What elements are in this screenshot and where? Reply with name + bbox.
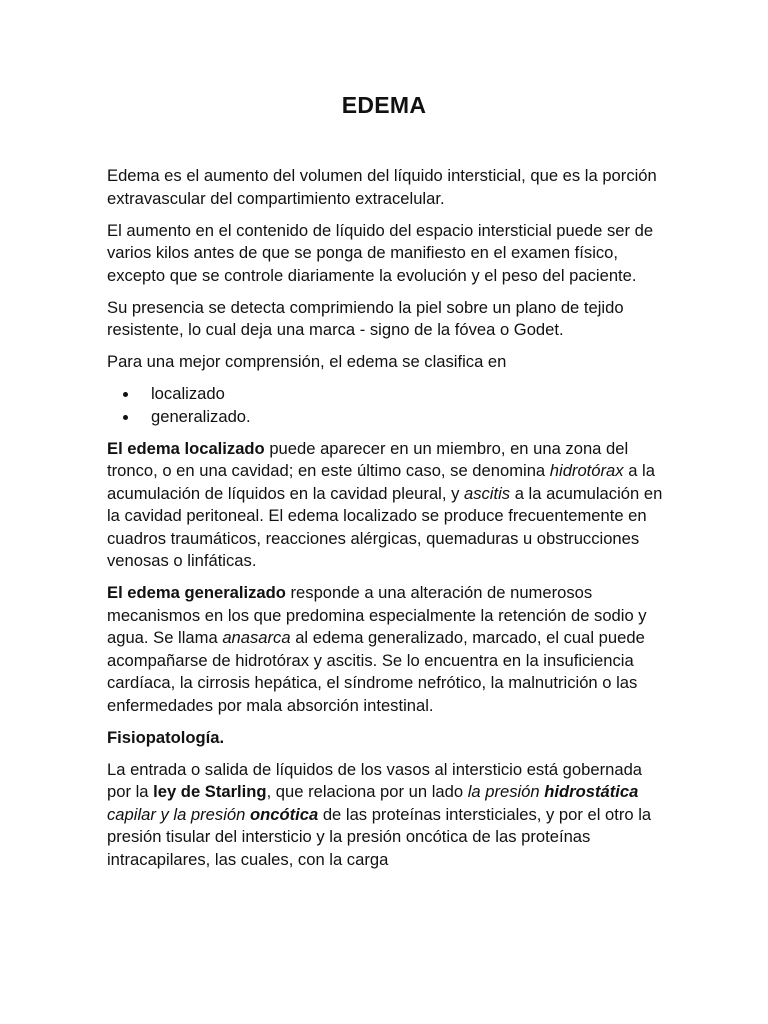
classification-list	[107, 383, 667, 428]
text-run: de las proteínas intersticiales, y por el otro la presión tisular del intersticio y la presión oncótica de las proteínas intracapilares, las cuales, con la carga	[107, 804, 652, 869]
text-run: responde a una alteración de numerosos mecanismos en los que predomina especialmente la retención de sodio y agua. Se llama	[107, 583, 647, 647]
text-run-italic: la presión	[467, 782, 545, 801]
text-run: a la acumulación de líquidos en la cavidad pleural, y	[107, 461, 655, 503]
text-run: puede aparecer en un miembro, en una zona del tronco, o en una cavidad; en este último caso, se denomina	[107, 438, 629, 480]
document-title: EDEMA	[341, 92, 427, 118]
paragraph-localized-edema	[107, 438, 667, 573]
generalized-edema-lead: El edema generalizado	[107, 583, 286, 602]
text-run: La entrada o salida de líquidos de los vasos al intersticio está gobernada por la	[107, 759, 643, 801]
list-item: generalizado.	[151, 406, 667, 429]
paragraph-classification: Para una mejor comprensión, el edema se clasifica en	[107, 352, 507, 371]
text-run-italic: capilar y la presión	[107, 804, 250, 824]
term-hidrostatica: hidrostática	[544, 782, 639, 801]
paragraph-starling	[107, 759, 667, 872]
localized-edema-lead: El edema localizado	[107, 438, 265, 458]
term-ascitis: ascitis	[463, 483, 511, 503]
term-anasarca: anasarca	[222, 628, 291, 647]
term-ley-de-starling: ley de Starling	[153, 782, 267, 801]
list-item: localizado	[151, 383, 667, 406]
paragraph-definition: Edema es el aumento del volumen del líquido intersticial, que es la porción extravascular del compartimiento extracelular.	[107, 166, 657, 208]
paragraph-volume: El aumento en el contenido de líquido del espacio intersticial puede ser de varios kilos antes de que se ponga de manifiesto en el examen físico, excepto que se controle diariamente la evolución y el peso del paciente.	[107, 220, 654, 285]
paragraph-generalized-edema	[107, 582, 667, 717]
term-hidrotorax: hidrotórax	[549, 461, 624, 480]
term-oncotica: oncótica	[249, 804, 319, 824]
text-run: al edema generalizado, marcado, el cual puede acompañarse de hidrotórax y ascitis. Se lo encuentra en la insuficiencia cardíaca, la cirrosis hepática, el síndrome nefrótico, la malnutrición o las enfermedades por mala absorción intestinal.	[107, 628, 645, 715]
document-body	[107, 165, 667, 881]
section-heading-fisiopatologia: Fisiopatología.	[107, 727, 225, 747]
paragraph-detection: Su presencia se detecta comprimiendo la piel sobre un plano de tejido resistente, lo cual deja una marca - signo de la fóvea o Godet.	[107, 297, 624, 339]
text-run: a la acumulación en la cavidad peritoneal. El edema localizado se produce frecuentemente en cuadros traumáticos, reacciones alérgicas, quemaduras u obstrucciones venosas o linfáticas.	[107, 483, 663, 570]
text-run: , que relaciona por un lado	[266, 782, 468, 801]
